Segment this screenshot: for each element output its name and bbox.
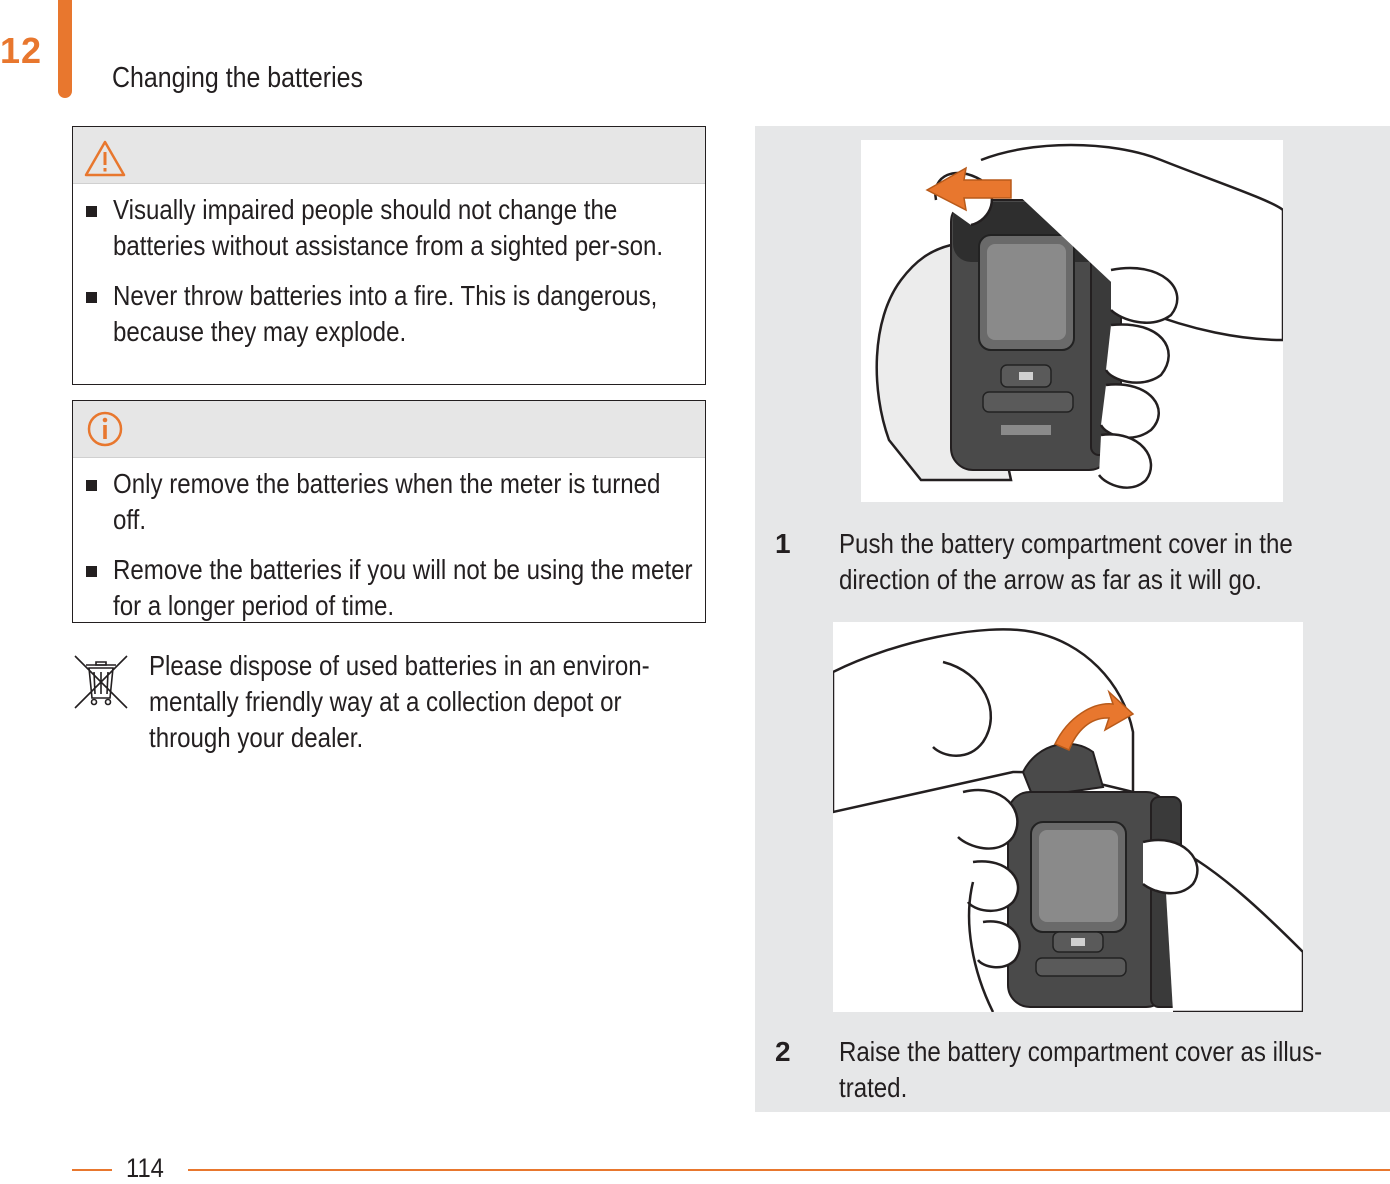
step-number: 1 — [775, 528, 791, 559]
illustration-push-cover — [861, 140, 1283, 502]
list-item: Remove the batteries if you will not be using the meter for a longer period of time. — [73, 552, 705, 624]
bullet-square-icon — [86, 206, 97, 217]
info-box-body — [73, 458, 705, 630]
chapter-number: 12 — [0, 30, 43, 71]
chapter-title: Changing the batteries — [112, 62, 363, 94]
bullet-square-icon — [86, 566, 97, 577]
hand-raising-cover-illustration — [833, 622, 1303, 1012]
instructions-panel — [755, 126, 1390, 1112]
bullet-square-icon — [86, 292, 97, 303]
footer-rule-right — [188, 1169, 1390, 1171]
hand-pushing-cover-illustration — [861, 140, 1283, 502]
list-item: Never throw batteries into a fire. This is dangerous, because they may explode. — [73, 278, 705, 350]
chapter-accent-bar — [58, 0, 72, 98]
step-text: Raise the battery compartment cover as illus-trated. — [839, 1036, 1323, 1103]
warning-box-header — [73, 127, 705, 184]
list-item: Only remove the batteries when the meter is turned off. — [73, 466, 705, 538]
bullet-square-icon — [86, 480, 97, 491]
disposal-text: Please dispose of used batteries in an environ-mentally friendly way at a collection depot or through your dealer. — [149, 650, 650, 753]
step-text: Push the battery compartment cover in the direction of the arrow as far as it will go. — [839, 528, 1293, 595]
info-box — [72, 400, 706, 623]
illustration-raise-cover — [833, 622, 1303, 1012]
list-item: Visually impaired people should not change the batteries without assistance from a sighted per-son. — [73, 192, 705, 264]
warning-triangle-icon — [83, 139, 127, 179]
warning-box — [72, 126, 706, 385]
step-number: 2 — [775, 1036, 791, 1067]
page-number: 114 — [126, 1153, 164, 1183]
warning-box-body — [73, 184, 705, 356]
footer-rule-left — [72, 1169, 112, 1171]
info-icon — [85, 409, 125, 449]
crossed-out-bin-icon — [72, 650, 130, 710]
info-box-header — [73, 401, 705, 458]
